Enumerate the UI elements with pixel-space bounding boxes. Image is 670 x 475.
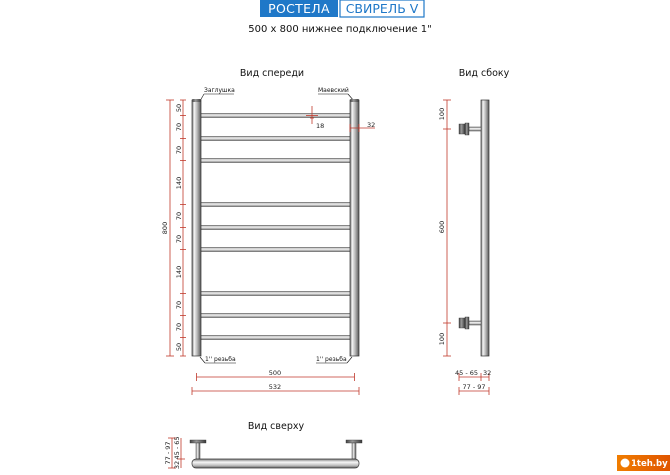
top-view-bar bbox=[192, 459, 359, 468]
width-inner-value: 500 bbox=[268, 369, 282, 377]
width-dimensions bbox=[192, 369, 359, 395]
spacing-value: 70 bbox=[175, 145, 183, 155]
depth-pipe-value: 32 bbox=[483, 369, 492, 377]
top-left-bracket-flange bbox=[190, 440, 206, 443]
spacing-value: 70 bbox=[175, 322, 183, 332]
side-view bbox=[438, 68, 510, 395]
top-pipe-value: 32 bbox=[173, 460, 181, 470]
crossbar bbox=[199, 114, 355, 118]
crossbar bbox=[199, 292, 355, 296]
side-vertical-pipe bbox=[481, 100, 489, 356]
brand-name: РОСТЕЛА bbox=[268, 1, 330, 16]
side-bottom-value: 100 bbox=[438, 332, 446, 346]
mayevsky-label: Маевский bbox=[318, 87, 349, 94]
watermark-logo-icon bbox=[621, 459, 630, 468]
spacing-value: 70 bbox=[175, 211, 183, 221]
depth-near-value: 45 - 65 bbox=[455, 369, 479, 377]
spacing-dimension-chain bbox=[175, 100, 186, 356]
plug-cap bbox=[192, 99, 201, 102]
top-right-bracket-stem bbox=[352, 443, 356, 459]
crossbar bbox=[199, 203, 355, 207]
spacing-value: 140 bbox=[175, 265, 183, 279]
side-middle-value: 600 bbox=[438, 220, 446, 234]
crossbars bbox=[199, 114, 355, 340]
width-outer-value: 532 bbox=[268, 383, 282, 391]
spacing-value: 70 bbox=[175, 234, 183, 244]
watermark-text: 1teh.by bbox=[631, 459, 668, 469]
offset-dimensions bbox=[306, 106, 375, 132]
depth-total-value: 77 - 97 bbox=[462, 383, 486, 391]
thread-right-leader bbox=[347, 357, 352, 363]
side-view-title: Вид сбоку bbox=[458, 68, 510, 79]
right-vertical-pipe bbox=[350, 100, 359, 356]
total-height-dimension bbox=[161, 100, 174, 356]
thread-left-label: 1'' резьба bbox=[205, 356, 236, 363]
lower-wall-bracket bbox=[459, 317, 481, 329]
thread-right-label: 1'' резьба bbox=[316, 356, 347, 363]
top-view-dimensions bbox=[164, 436, 185, 469]
left-vertical-pipe bbox=[192, 100, 201, 356]
bar-offset-value: 18 bbox=[316, 122, 325, 130]
top-near-value: 45 - 65 bbox=[173, 436, 181, 460]
crossbar bbox=[199, 248, 355, 252]
crossbar bbox=[199, 226, 355, 230]
side-top-value: 100 bbox=[438, 107, 446, 121]
side-depth-dimensions bbox=[455, 369, 491, 395]
front-view-title: Вид спереди bbox=[239, 68, 305, 79]
top-left-bracket-stem bbox=[196, 443, 200, 459]
upper-wall-bracket bbox=[459, 123, 481, 135]
spacing-value: 70 bbox=[175, 122, 183, 132]
pipe-offset-value: 32 bbox=[367, 121, 376, 129]
crossbar bbox=[199, 336, 355, 340]
total-height-value: 800 bbox=[161, 221, 169, 235]
watermark bbox=[617, 455, 670, 471]
top-depth-value: 77 - 97 bbox=[164, 441, 172, 465]
mayevsky-cap bbox=[350, 99, 359, 102]
header-subtitle: 500 х 800 нижнее подключение 1" bbox=[248, 24, 432, 35]
spacing-value: 140 bbox=[175, 176, 183, 190]
crossbar bbox=[199, 137, 355, 141]
top-right-bracket-flange bbox=[346, 440, 362, 443]
crossbar bbox=[199, 159, 355, 163]
header bbox=[248, 0, 432, 35]
model-name: СВИРЕЛЬ V bbox=[345, 1, 419, 16]
side-vertical-dimensions bbox=[438, 100, 451, 356]
spacing-value: 50 bbox=[175, 342, 183, 352]
spacing-value: 50 bbox=[175, 103, 183, 113]
top-view-title: Вид сверху bbox=[247, 421, 305, 432]
spacing-value: 70 bbox=[175, 300, 183, 310]
plug-label: Заглушка bbox=[204, 87, 235, 94]
front-view bbox=[161, 68, 375, 395]
top-view bbox=[164, 421, 362, 469]
crossbar bbox=[199, 314, 355, 318]
